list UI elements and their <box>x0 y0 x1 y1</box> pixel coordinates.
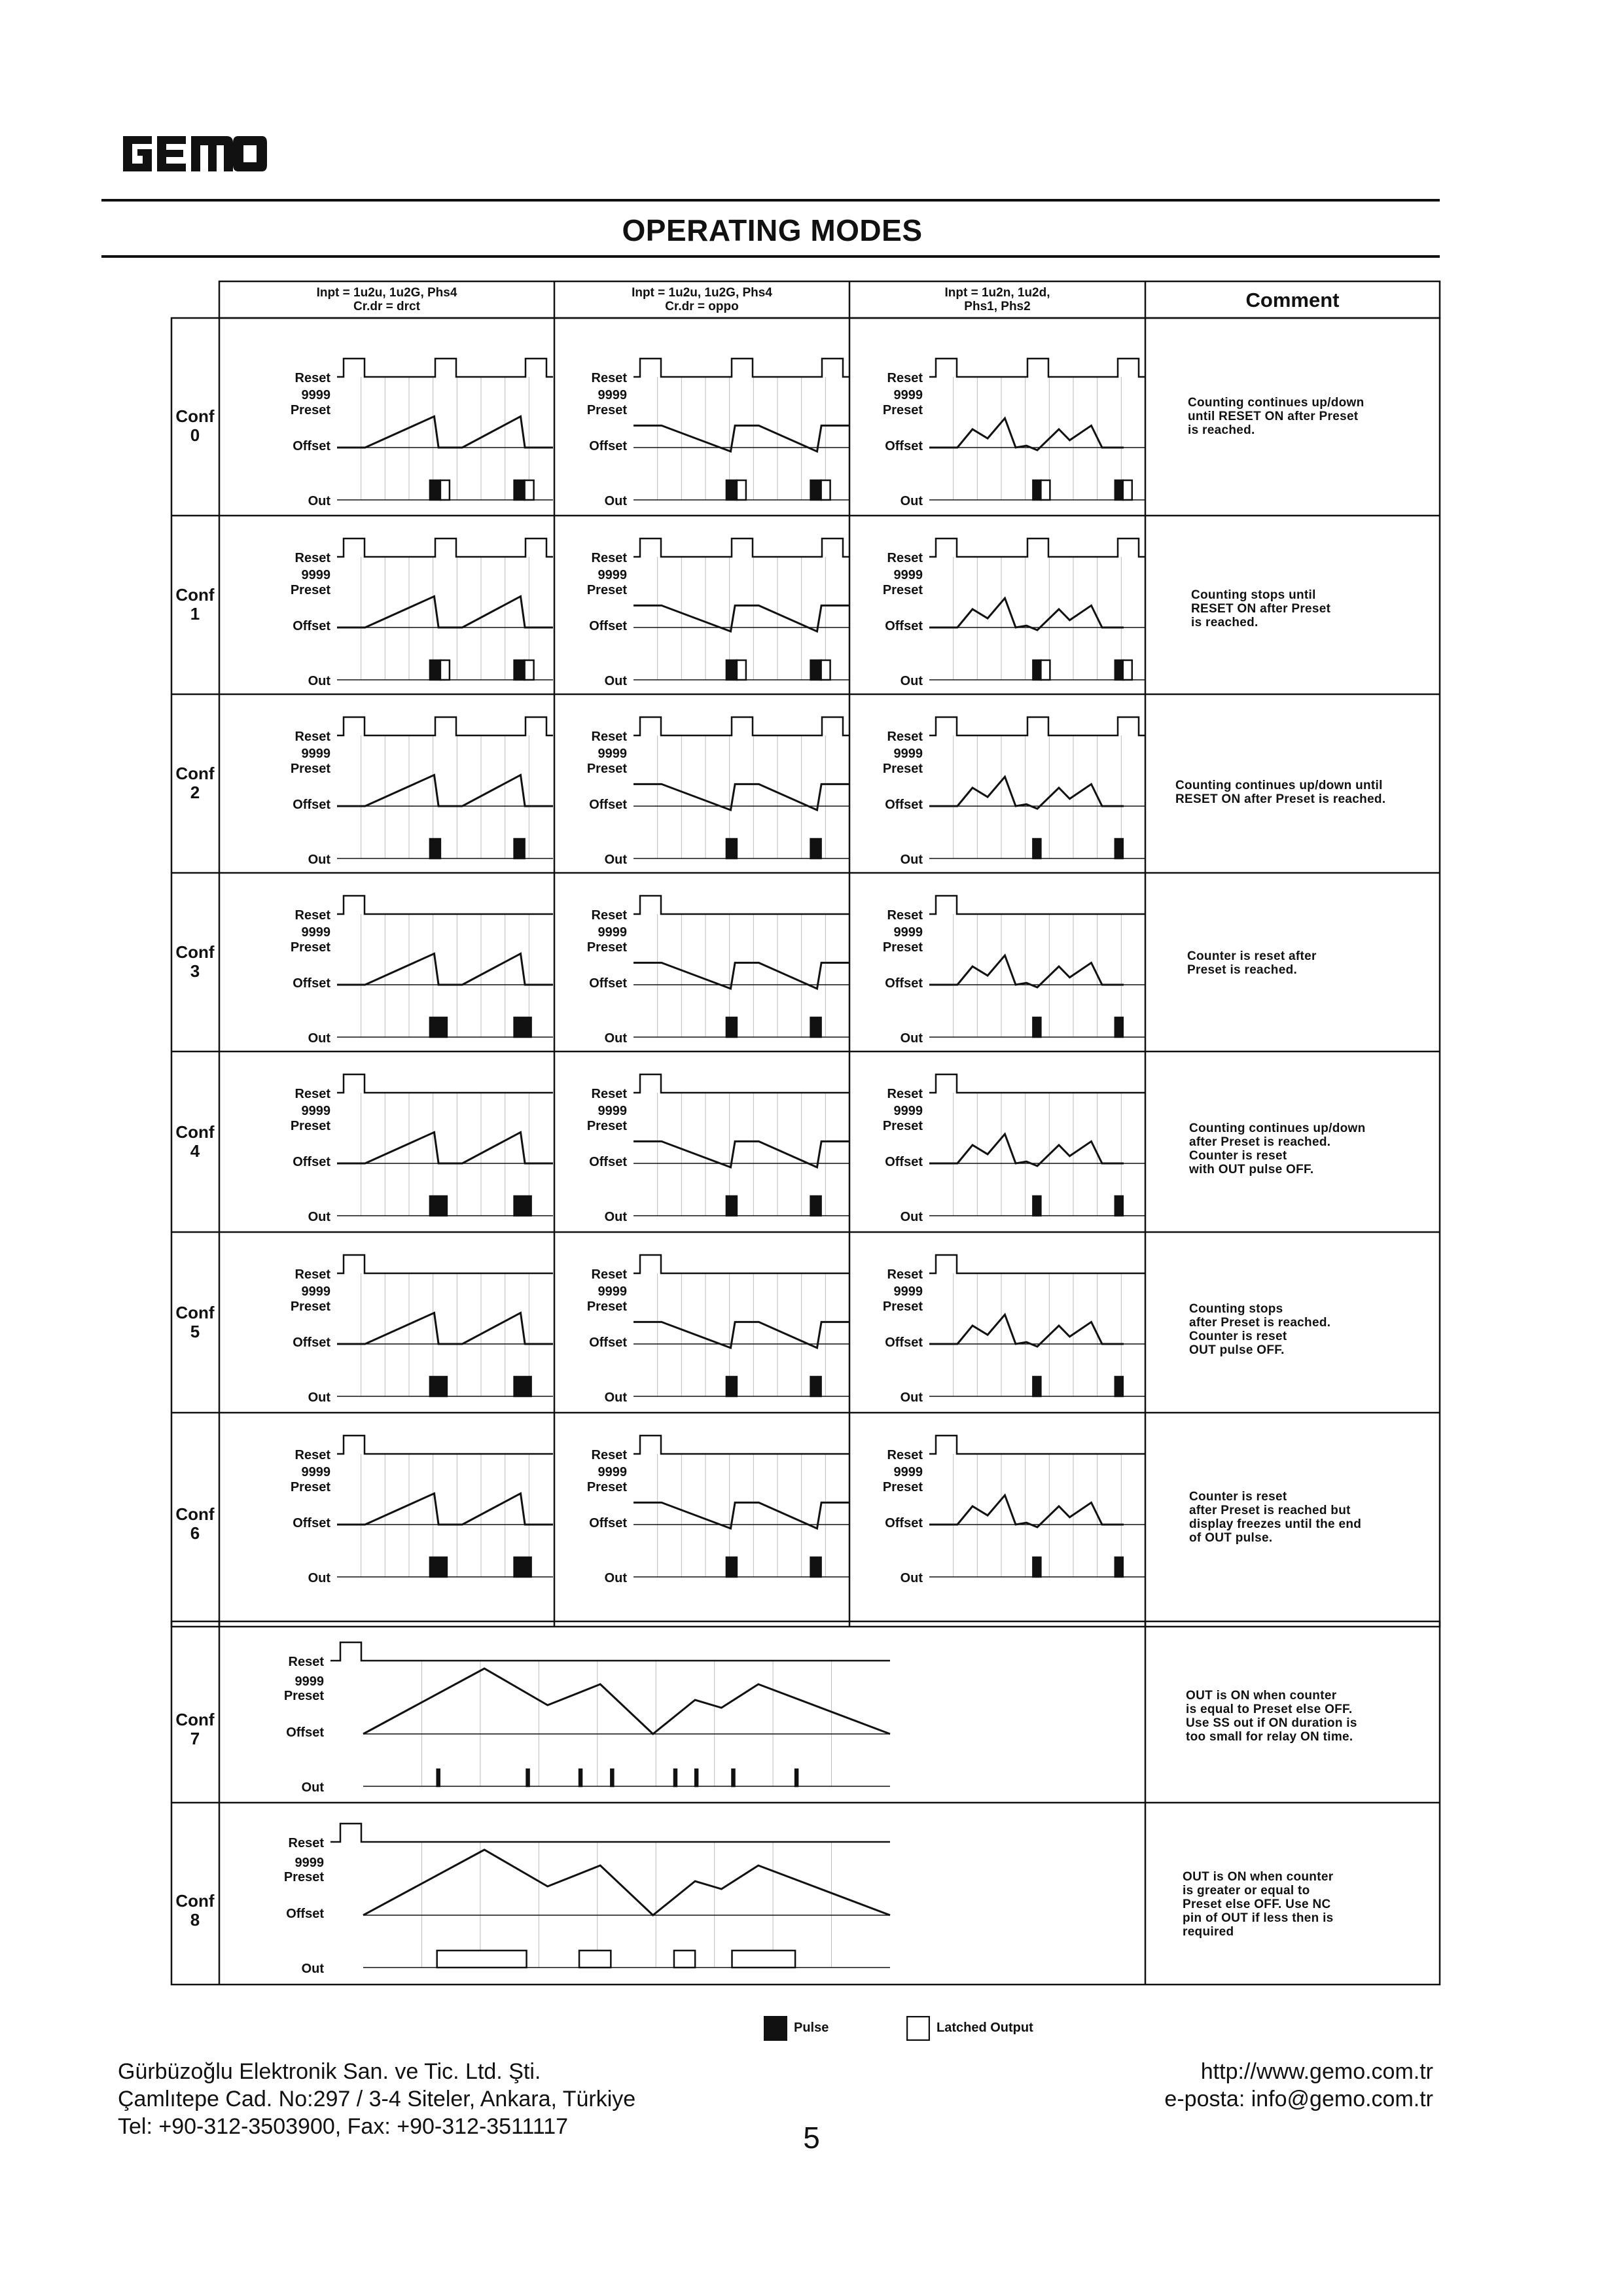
reset-label-r4-c0: Reset <box>294 1087 330 1101</box>
reset-trace-r6-c1 <box>633 1436 849 1454</box>
out-pulse-r2-c2-0 <box>1033 839 1041 858</box>
footer-email-link[interactable]: e-posta: info@gemo.com.tr <box>1164 2087 1433 2111</box>
out-pulse-r1-c2-1 <box>1115 660 1123 680</box>
offset-label-r0-c2: Offset <box>885 439 923 453</box>
out-pulse-r0-c2-1 <box>1115 480 1123 500</box>
preset-label-r3-c0: Preset <box>290 940 330 955</box>
out-pulse-r6-c1-0 <box>726 1557 737 1577</box>
comment-conf-8: OUT is ON when counter is greater or equal to Preset else OFF. Use NC pin of OUT if less then is required <box>1183 1870 1334 1939</box>
out-pulse-r2-c0-0 <box>430 839 440 858</box>
out-pulse-r4-c0-1 <box>514 1196 531 1216</box>
reset-label-r0-c0: Reset <box>294 371 330 385</box>
out-pulse-r1-c0-0 <box>430 660 440 680</box>
preset-label-r6-c1: Preset <box>586 1480 627 1494</box>
out-latched-r1-c0-1 <box>525 660 534 680</box>
row-label-conf-2: Conf 2 <box>175 764 215 802</box>
out-pulse-r0-c0-0 <box>430 480 440 500</box>
comment-conf-2: Counting continues up/down until RESET ON after Preset is reached. <box>1175 779 1386 806</box>
out-latched-r0-c0-1 <box>525 480 534 500</box>
out-pulse-r2-c1-1 <box>811 839 821 858</box>
offset-label-r3-c1: Offset <box>589 976 627 991</box>
out-pulse-r5-c0-1 <box>514 1377 531 1396</box>
max-label-r6-c1: 9999 <box>597 1465 627 1479</box>
out-pulse-r5-c2-0 <box>1033 1377 1041 1396</box>
count-trace-r3-c0 <box>337 953 553 985</box>
reset-label-r7: Reset <box>288 1655 324 1669</box>
offset-label-r3-c2: Offset <box>885 976 923 991</box>
reset-trace-r5-c2 <box>929 1255 1145 1273</box>
legend-latched-label: Latched Output <box>936 2021 1033 2035</box>
reset-trace-r5-c0 <box>337 1255 553 1273</box>
count-trace-r8 <box>363 1850 890 1915</box>
max-label-r2-c0: 9999 <box>301 747 330 761</box>
offset-label-r5-c1: Offset <box>589 1335 627 1350</box>
preset-label-r3-c1: Preset <box>586 940 627 955</box>
max-label-r1-c1: 9999 <box>597 568 627 582</box>
count-trace-r4-c0 <box>337 1132 553 1163</box>
column-header-1: Inpt = 1u2u, 1u2G, Phs4 Cr.dr = drct <box>316 286 457 313</box>
out-latched-r8-3 <box>732 1951 796 1968</box>
out-latched-r1-c0-0 <box>440 660 450 680</box>
out-label-r4-c0: Out <box>308 1210 330 1224</box>
out-pulse-r0-c1-0 <box>726 480 737 500</box>
reset-trace-r3-c2 <box>929 896 1145 914</box>
out-pulse-r5-c2-1 <box>1115 1377 1123 1396</box>
max-label-r5-c1: 9999 <box>597 1284 627 1299</box>
offset-label-r0-c0: Offset <box>293 439 330 453</box>
row-label-conf-4: Conf 4 <box>175 1122 215 1161</box>
offset-label-r6-c2: Offset <box>885 1516 923 1530</box>
offset-label-r1-c1: Offset <box>589 619 627 633</box>
footer-web-link[interactable]: http://www.gemo.com.tr <box>1200 2059 1433 2084</box>
out-label-r0-c0: Out <box>308 494 330 508</box>
out-pulse-r1-c2-0 <box>1033 660 1041 680</box>
preset-label-r0-c1: Preset <box>586 403 627 417</box>
column-header-3: Inpt = 1u2n, 1u2d, Phs1, Phs2 <box>944 286 1050 313</box>
max-label-r3-c1: 9999 <box>597 925 627 940</box>
out-latched-r0-c1-1 <box>821 480 830 500</box>
reset-trace-r3-c1 <box>633 896 849 914</box>
out-label-r3-c0: Out <box>308 1031 330 1046</box>
out-latched-r8-1 <box>579 1951 611 1968</box>
preset-label-r6-c2: Preset <box>882 1480 923 1494</box>
max-label-r2-c2: 9999 <box>893 747 923 761</box>
reset-label-r6-c0: Reset <box>294 1448 330 1462</box>
preset-label-r0-c0: Preset <box>290 403 330 417</box>
out-label-r5-c0: Out <box>308 1390 330 1405</box>
reset-label-r6-c1: Reset <box>591 1448 627 1462</box>
reset-trace-r2-c2 <box>929 717 1145 735</box>
legend-pulse-label: Pulse <box>794 2021 829 2035</box>
out-latched-r0-c1-0 <box>737 480 746 500</box>
offset-label-r2-c0: Offset <box>293 798 330 812</box>
out-pulse-r1-c1-0 <box>726 660 737 680</box>
count-trace-r2-c2 <box>929 777 1124 809</box>
column-header-comment: Comment <box>1245 288 1340 311</box>
max-label-r4-c1: 9999 <box>597 1104 627 1118</box>
out-pulse-r2-c0-1 <box>514 839 525 858</box>
out-pulse-r1-c0-1 <box>514 660 525 680</box>
out-label-r1-c2: Out <box>900 674 923 688</box>
offset-label-r4-c1: Offset <box>589 1155 627 1169</box>
out-label-r5-c2: Out <box>900 1390 923 1405</box>
out-pulse-r7-7 <box>795 1769 798 1786</box>
page-title: OPERATING MODES <box>622 213 923 247</box>
reset-trace-r2-c0 <box>337 717 553 735</box>
reset-label-r5-c0: Reset <box>294 1267 330 1282</box>
reset-trace-r4-c2 <box>929 1074 1145 1093</box>
max-label-r4-c0: 9999 <box>301 1104 330 1118</box>
footer-address: Çamlıtepe Cad. No:297 / 3-4 Siteler, Ankara, Türkiye <box>118 2087 636 2111</box>
preset-label-r4-c2: Preset <box>882 1119 923 1133</box>
offset-label-r2-c1: Offset <box>589 798 627 812</box>
max-label-r7: 9999 <box>294 1674 324 1689</box>
out-pulse-r4-c1-0 <box>726 1196 737 1216</box>
offset-label-r4-c0: Offset <box>293 1155 330 1169</box>
out-pulse-r3-c1-0 <box>726 1017 737 1037</box>
preset-label-r2-c0: Preset <box>290 762 330 776</box>
out-latched-r0-c2-1 <box>1123 480 1132 500</box>
comment-conf-0: Counting continues up/down until RESET ON after Preset is reached. <box>1188 396 1364 437</box>
reset-trace-r2-c1 <box>633 717 849 735</box>
out-pulse-r5-c1-1 <box>811 1377 821 1396</box>
out-pulse-r0-c1-1 <box>811 480 821 500</box>
offset-label-r1-c2: Offset <box>885 619 923 633</box>
footer-company: Gürbüzoğlu Elektronik San. ve Tic. Ltd. Şti. <box>118 2059 541 2084</box>
out-pulse-r0-c0-1 <box>514 480 525 500</box>
reset-label-r3-c1: Reset <box>591 908 627 923</box>
out-pulse-r7-0 <box>437 1769 440 1786</box>
offset-label-r0-c1: Offset <box>589 439 627 453</box>
out-pulse-r4-c0-0 <box>430 1196 447 1216</box>
reset-trace-r6-c0 <box>337 1436 553 1454</box>
out-pulse-r6-c0-1 <box>514 1557 531 1577</box>
max-label-r3-c2: 9999 <box>893 925 923 940</box>
max-label-r5-c2: 9999 <box>893 1284 923 1299</box>
row-label-conf-3: Conf 3 <box>175 942 215 981</box>
out-pulse-r7-5 <box>695 1769 698 1786</box>
out-label-r4-c2: Out <box>900 1210 923 1224</box>
offset-label-r8: Offset <box>286 1907 324 1921</box>
max-label-r0-c2: 9999 <box>893 388 923 402</box>
reset-label-r3-c0: Reset <box>294 908 330 923</box>
preset-label-r7: Preset <box>283 1689 324 1703</box>
out-label-r2-c1: Out <box>604 853 627 867</box>
out-latched-r1-c1-1 <box>821 660 830 680</box>
row-label-conf-8: Conf 8 <box>175 1891 215 1930</box>
out-pulse-r7-6 <box>732 1769 735 1786</box>
preset-label-r1-c0: Preset <box>290 583 330 597</box>
preset-label-r2-c2: Preset <box>882 762 923 776</box>
comment-conf-7: OUT is ON when counter is equal to Preset else OFF. Use SS out if ON duration is too small for relay ON time. <box>1186 1689 1357 1744</box>
count-trace-r0-c0 <box>337 416 553 448</box>
out-latched-r0-c2-0 <box>1041 480 1050 500</box>
reset-label-r2-c0: Reset <box>294 730 330 744</box>
count-trace-r2-c0 <box>337 775 553 806</box>
comment-conf-6: Counter is reset after Preset is reached but display freezes until the end of OUT pulse. <box>1189 1490 1362 1545</box>
count-trace-r4-c2 <box>929 1134 1124 1166</box>
out-latched-r1-c2-1 <box>1123 660 1132 680</box>
out-pulse-r5-c0-0 <box>430 1377 447 1396</box>
offset-label-r6-c1: Offset <box>589 1516 627 1530</box>
out-label-r3-c2: Out <box>900 1031 923 1046</box>
out-label-r8: Out <box>301 1962 324 1976</box>
max-label-r2-c1: 9999 <box>597 747 627 761</box>
max-label-r6-c0: 9999 <box>301 1465 330 1479</box>
reset-label-r0-c2: Reset <box>887 371 923 385</box>
preset-label-r4-c0: Preset <box>290 1119 330 1133</box>
reset-trace-r8 <box>330 1824 890 1842</box>
count-trace-r6-c2 <box>929 1495 1124 1527</box>
out-pulse-r7-1 <box>527 1769 529 1786</box>
reset-label-r8: Reset <box>288 1836 324 1850</box>
out-pulse-r0-c2-0 <box>1033 480 1041 500</box>
max-label-r1-c0: 9999 <box>301 568 330 582</box>
out-pulse-r7-4 <box>674 1769 677 1786</box>
out-pulse-r3-c2-1 <box>1115 1017 1123 1037</box>
reset-trace-r6-c2 <box>929 1436 1145 1454</box>
count-trace-r0-c2 <box>929 418 1124 450</box>
out-pulse-r3-c0-0 <box>430 1017 447 1037</box>
reset-trace-r1-c1 <box>633 539 849 557</box>
out-pulse-r7-3 <box>611 1769 613 1786</box>
out-latched-r0-c0-0 <box>440 480 450 500</box>
count-trace-r5-c2 <box>929 1315 1124 1347</box>
max-label-r4-c2: 9999 <box>893 1104 923 1118</box>
page-number: 5 <box>803 2121 820 2155</box>
comment-conf-4: Counting continues up/down after Preset is reached. Counter is reset with OUT pulse OFF. <box>1189 1122 1366 1176</box>
footer-phone: Tel: +90-312-3503900, Fax: +90-312-3511117 <box>118 2114 569 2139</box>
offset-label-r6-c0: Offset <box>293 1516 330 1530</box>
preset-label-r5-c2: Preset <box>882 1299 923 1314</box>
reset-label-r1-c1: Reset <box>591 551 627 565</box>
max-label-r6-c2: 9999 <box>893 1465 923 1479</box>
out-label-r0-c2: Out <box>900 494 923 508</box>
out-pulse-r5-c1-0 <box>726 1377 737 1396</box>
row-label-conf-7: Conf 7 <box>175 1710 215 1748</box>
preset-label-r2-c1: Preset <box>586 762 627 776</box>
reset-label-r5-c1: Reset <box>591 1267 627 1282</box>
reset-label-r4-c2: Reset <box>887 1087 923 1101</box>
reset-trace-r4-c0 <box>337 1074 553 1093</box>
preset-label-r5-c1: Preset <box>586 1299 627 1314</box>
out-pulse-r4-c1-1 <box>811 1196 821 1216</box>
max-label-r8: 9999 <box>294 1856 324 1870</box>
reset-label-r4-c1: Reset <box>591 1087 627 1101</box>
reset-label-r3-c2: Reset <box>887 908 923 923</box>
reset-label-r2-c1: Reset <box>591 730 627 744</box>
out-pulse-r6-c0-0 <box>430 1557 447 1577</box>
reset-label-r5-c2: Reset <box>887 1267 923 1282</box>
preset-label-r1-c2: Preset <box>882 583 923 597</box>
reset-label-r0-c1: Reset <box>591 371 627 385</box>
out-pulse-r6-c2-0 <box>1033 1557 1041 1577</box>
preset-label-r5-c0: Preset <box>290 1299 330 1314</box>
legend-pulse-swatch <box>764 2016 787 2041</box>
preset-label-r6-c0: Preset <box>290 1480 330 1494</box>
offset-label-r3-c0: Offset <box>293 976 330 991</box>
comment-conf-1: Counting stops until RESET ON after Preset is reached. <box>1191 588 1331 629</box>
count-trace-r6-c0 <box>337 1493 553 1525</box>
preset-label-r4-c1: Preset <box>586 1119 627 1133</box>
preset-label-r1-c1: Preset <box>586 583 627 597</box>
out-label-r2-c2: Out <box>900 853 923 867</box>
reset-trace-r0-c0 <box>337 359 553 377</box>
preset-label-r0-c2: Preset <box>882 403 923 417</box>
out-label-r7: Out <box>301 1780 324 1795</box>
reset-label-r2-c2: Reset <box>887 730 923 744</box>
offset-label-r5-c2: Offset <box>885 1335 923 1350</box>
out-pulse-r2-c1-0 <box>726 839 737 858</box>
out-pulse-r6-c1-1 <box>811 1557 821 1577</box>
out-pulse-r2-c2-1 <box>1115 839 1123 858</box>
offset-label-r1-c0: Offset <box>293 619 330 633</box>
out-label-r1-c1: Out <box>604 674 627 688</box>
out-pulse-r4-c2-0 <box>1033 1196 1041 1216</box>
out-pulse-r4-c2-1 <box>1115 1196 1123 1216</box>
out-pulse-r1-c1-1 <box>811 660 821 680</box>
out-pulse-r6-c2-1 <box>1115 1557 1123 1577</box>
out-label-r3-c1: Out <box>604 1031 627 1046</box>
row-label-conf-0: Conf 0 <box>175 406 215 445</box>
max-label-r0-c0: 9999 <box>301 388 330 402</box>
offset-label-r7: Offset <box>286 1725 324 1740</box>
reset-trace-r1-c0 <box>337 539 553 557</box>
preset-label-r3-c2: Preset <box>882 940 923 955</box>
preset-label-r8: Preset <box>283 1870 324 1884</box>
out-latched-r1-c1-0 <box>737 660 746 680</box>
max-label-r3-c0: 9999 <box>301 925 330 940</box>
out-pulse-r7-2 <box>579 1769 582 1786</box>
reset-trace-r7 <box>330 1642 890 1661</box>
row-label-conf-1: Conf 1 <box>175 585 215 624</box>
legend-latched-swatch <box>906 2016 930 2041</box>
count-trace-r1-c0 <box>337 596 553 627</box>
max-label-r1-c2: 9999 <box>893 568 923 582</box>
out-label-r5-c1: Out <box>604 1390 627 1405</box>
reset-trace-r0-c2 <box>929 359 1145 377</box>
out-label-r6-c0: Out <box>308 1571 330 1585</box>
row-label-conf-5: Conf 5 <box>175 1303 215 1341</box>
out-label-r4-c1: Out <box>604 1210 627 1224</box>
count-trace-r1-c2 <box>929 598 1124 630</box>
offset-label-r4-c2: Offset <box>885 1155 923 1169</box>
out-latched-r1-c2-0 <box>1041 660 1050 680</box>
count-trace-r7 <box>363 1669 890 1734</box>
count-trace-r3-c2 <box>929 955 1124 987</box>
comment-conf-5: Counting stops after Preset is reached. Counter is reset OUT pulse OFF. <box>1189 1302 1331 1357</box>
out-pulse-r3-c0-1 <box>514 1017 531 1037</box>
out-label-r6-c2: Out <box>900 1571 923 1585</box>
row-label-conf-6: Conf 6 <box>175 1504 215 1543</box>
offset-label-r5-c0: Offset <box>293 1335 330 1350</box>
max-label-r0-c1: 9999 <box>597 388 627 402</box>
comment-conf-3: Counter is reset after Preset is reached. <box>1187 949 1317 977</box>
out-label-r1-c0: Out <box>308 674 330 688</box>
out-label-r6-c1: Out <box>604 1571 627 1585</box>
out-label-r0-c1: Out <box>604 494 627 508</box>
column-header-2: Inpt = 1u2u, 1u2G, Phs4 Cr.dr = oppo <box>632 286 772 313</box>
offset-label-r2-c2: Offset <box>885 798 923 812</box>
reset-trace-r3-c0 <box>337 896 553 914</box>
reset-label-r1-c0: Reset <box>294 551 330 565</box>
reset-label-r6-c2: Reset <box>887 1448 923 1462</box>
max-label-r5-c0: 9999 <box>301 1284 330 1299</box>
count-trace-r5-c0 <box>337 1313 553 1344</box>
reset-trace-r0-c1 <box>633 359 849 377</box>
reset-trace-r4-c1 <box>633 1074 849 1093</box>
out-pulse-r3-c1-1 <box>811 1017 821 1037</box>
reset-label-r1-c2: Reset <box>887 551 923 565</box>
out-label-r2-c0: Out <box>308 853 330 867</box>
out-latched-r8-2 <box>674 1951 695 1968</box>
out-pulse-r3-c2-0 <box>1033 1017 1041 1037</box>
reset-trace-r1-c2 <box>929 539 1145 557</box>
out-latched-r8-0 <box>437 1951 527 1968</box>
reset-trace-r5-c1 <box>633 1255 849 1273</box>
